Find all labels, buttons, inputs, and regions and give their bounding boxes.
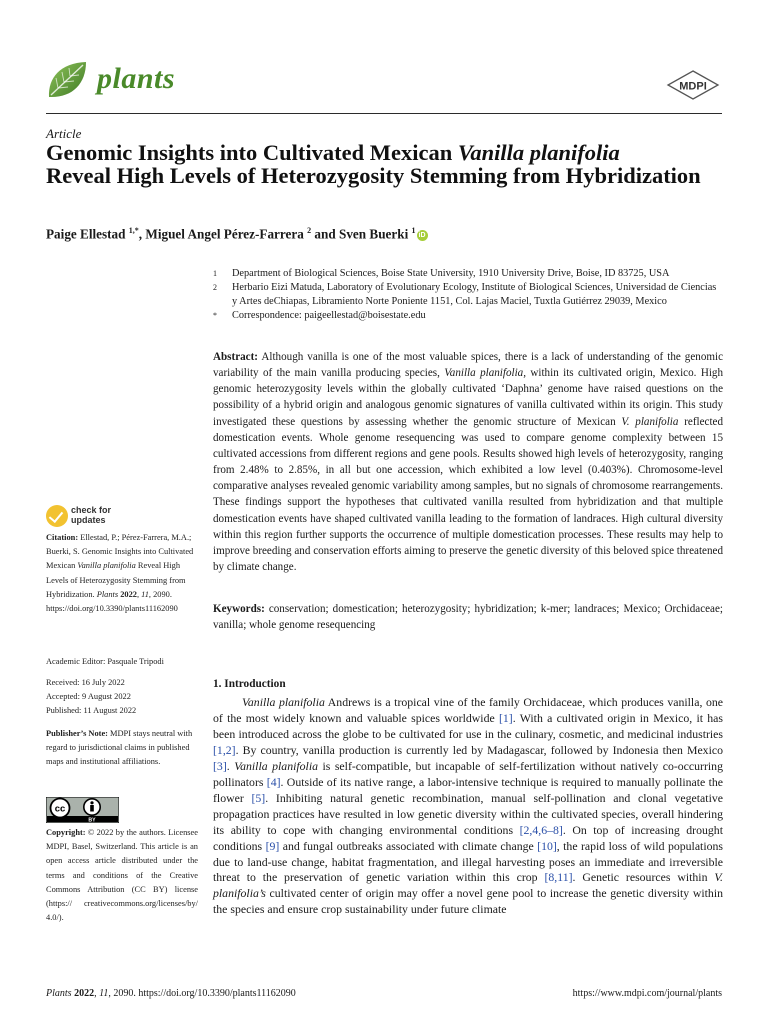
mdpi-logo-text: MDPI [679,80,707,93]
header-divider [46,113,722,114]
citation: Citation: Ellestad, P.; Pérez-Farrera, M.A.; Buerki, S. Genomic Insights into Cultivated Mexican Vanilla planifolia Reveal High Levels of Heterozygosity Stemming from Hybridization. Plants 2022, 11, 2090. https://doi.org/10.3390/plants11162090 [46,533,194,614]
published-date: Published: 11 August 2022 [46,706,137,716]
received-date: Received: 16 July 2022 [46,678,125,687]
author-list: Paige Ellestad $^{1,*}$, Miguel Angel Pérez-Farrera $^2$ and Sven Buerki $^1$iD [46,226,426,242]
introduction-text: Vanilla planifolia Andrews is a tropical vine of the family Orchidaceae, which produces vanilla, one of the most widely known and valuable spices worldwide [1]. With a cultivated origin in Mexico, it has been introduced across the globe to be cultivated for use in the culinary, cosmetic, and medicinal industries [1,2]. By country, vanilla production is currently led by Madagascar, followed by Indonesia then Mexico [3]. Vanilla planifolia is self-compatible, but incapable of self-fertilization without natively co-occurring pollinators [4]. Outside of its native range, a labor-intensive technique is required to manually pollinate the flower [5]. Inhibiting natural genetic recombination, manual self-pollination and clonal vegetative propagation practices have resulted in low genetic diversity within the cultivated species, overall hindering its ability to cope with changing environmental conditions [2,4,6–8]. On top of increasing drought conditions [9] and fungal outbreaks associated with climate change [10], the rapid loss of wild populations due to land-use change, habitat fragmentation, and illegal harvesting poses an immediate and irreversible threat to the preservation of genetic variation within this crop [8,11]. Genetic resources within V. planifolia’s cultivated center of origin may offer a novel gene pool to increase the genetic diversity within the species and ensure crop sustainability under future climate [213,695,724,917]
reference-link[interactable]: [8,11] [544,870,573,885]
affiliation-item: 2 Herbario Eizi Matuda, Laboratory of Evolutionary Ecology, Institute of Biological Sciences, Universidad de Ciencias y Artes deChiapas, Libramiento Norte Poniente 1151, Col. Lajas Maciel, Tuxtla Gutiérrez 29039, Mexico [213,282,717,308]
reference-link[interactable]: [9] [265,838,280,853]
citation-doi-link[interactable]: , 2090. https://doi.org/10.3390/plants11162090 [46,589,178,614]
reference-link[interactable]: [1,2] [213,742,236,757]
mdpi-logo-icon [666,70,720,100]
copyright-notice: Copyright: © 2022 by the authors. Licensee MDPI, Basel, Switzerland. This article is an open access article distributed under the terms and conditions of the Creative Commons Attribution (CC BY) license (https:// creativecommons.org/licenses/by/ 4.0/). [46,828,198,923]
author-name[interactable]: Miguel Angel Pérez-Farrera [145,226,304,242]
author-name[interactable]: Paige Ellestad [46,226,126,242]
plants-leaf-logo-icon [46,60,88,100]
section-heading: 1. Introduction [213,678,286,690]
cc-by-label: BY [88,817,96,823]
check-for-updates-button[interactable] [46,505,116,527]
academic-editor: Academic Editor: Pasquale Tripodi [46,657,164,666]
author-name[interactable]: Sven Buerki [338,226,409,242]
journal-name: plants [97,62,176,95]
svg-text:cc: cc [54,803,66,815]
reference-link[interactable]: [3] [213,758,227,773]
publication-dates [46,676,198,719]
affiliations [213,267,723,323]
affiliation-item: 1 Department of Biological Sciences, Boise State University, 1910 University Drive, Boise, ID 83725, USA [213,268,670,279]
reference-link[interactable]: [1] [498,710,513,725]
article-type: Article [46,126,82,141]
reference-link[interactable]: [2,4,6–8] [519,822,563,837]
reference-link[interactable]: [5] [251,790,266,805]
check-icon [46,505,68,527]
footer-citation: Plants 2022, 11, 2090. https://doi.org/10.3390/plants11162090 [46,988,296,999]
footer-doi-link[interactable]: , 2090. https://doi.org/10.3390/plants11162090 [108,988,296,999]
check-label-line2: updates [71,515,106,525]
abstract: Abstract: Although vanilla is one of the most valuable spices, there is a lack of understanding of the genomic variability of the main vanilla producing species, Vanilla planifolia, within its cultivated origin, Mexico. High genomic heterozygosity levels within the globally cultivated ‘Daphna’ genome have raised questions on the possibility of a hybrid origin and analogous genomic signatures of vanilla cultivated within its origin. This study investigated these questions by assessing whether the genomic structure of Mexican V. planifolia reflected domestication events. Whole genome resequencing was used to compare genome complexity between 15 cultivated accessions from different regions and gene pools. Results showed high levels of heterozygosity, ranging from 2.48% to 2.85%, in all but one accession, which exhibited a low level (0.403%). Chromosome-level comparative analyses revealed genomic variability among samples, but no signals of chromosome rearrangements. These findings support the hypotheses that cultivated vanilla resulted from hybridization and that multiple domestication events have shaped cultivated vanilla leading to the formation of landraces. High cultural diversity within this region further supports the occurrence of multiple domestication processes. These results may help to improve breeding and conservation efforts aiming to preserve the genetic diversity of this beloved spice threatened by climate change. [213,351,723,574]
abstract-label: Abstract: [213,351,258,363]
correspondence-email[interactable]: Correspondence: paigeellestad@boisestate.edu [232,310,426,322]
check-label-line1: check for [71,505,112,515]
journal-url-link[interactable]: https://www.mdpi.com/journal/plants [572,988,722,999]
reference-link[interactable]: [4] [266,774,281,789]
publishers-note: Publisher’s Note: MDPI stays neutral with regard to jurisdictional claims in published maps and institutional affiliations. [46,729,193,767]
reference-link[interactable]: [10] [537,838,557,853]
accepted-date: Accepted: 9 August 2022 [46,692,131,702]
affiliation-item: * Correspondence: paigeellestad@boisestate.edu [213,309,723,323]
article-title: Genomic Insights into Cultivated Mexican Vanilla planifolia Reveal High Levels of Heterozygosity Stemming from Hybridization [46,140,701,188]
keywords: Keywords: conservation; domestication; heterozygosity; hybridization; k-mer; landraces; Mexico; Orchidaceae; vanilla; whole genome resequencing [213,603,723,632]
orcid-icon[interactable]: iD [418,232,426,240]
cc-by-license-icon[interactable] [46,797,119,823]
keywords-label: Keywords: [213,603,265,615]
